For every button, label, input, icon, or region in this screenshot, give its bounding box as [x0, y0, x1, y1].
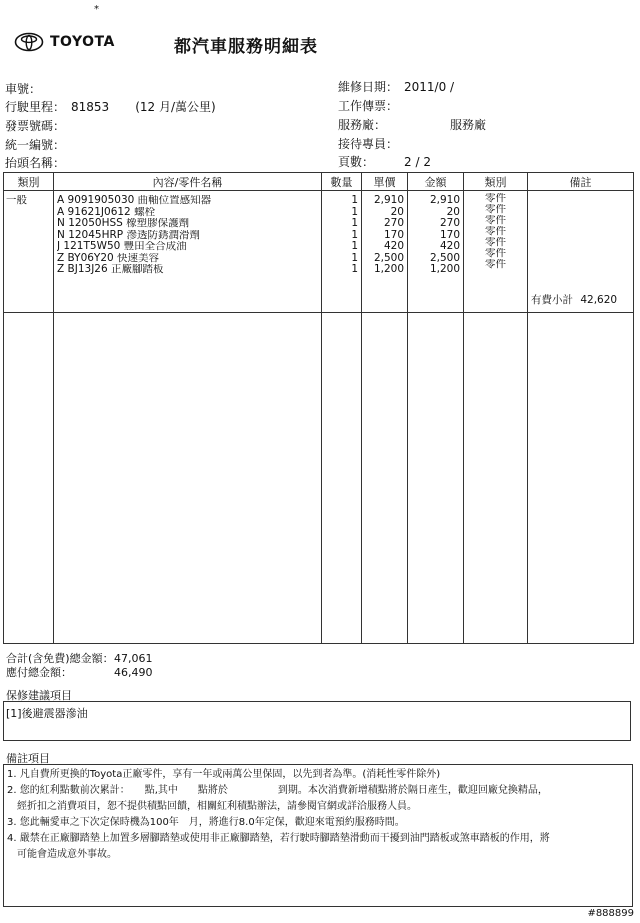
- recommendations-title: 保修建議項目: [6, 689, 72, 702]
- brand-name: TOYOTA: [50, 34, 115, 50]
- plate-label: 車號：: [5, 82, 42, 96]
- service-plant-label: 服務廠：: [338, 118, 387, 132]
- item-name: A 91621J0612 螺栓: [57, 206, 156, 218]
- item-amount: 2,910: [429, 195, 460, 206]
- table-header-row: [4, 173, 634, 191]
- item-price: 2,500: [373, 252, 404, 264]
- header-qty: 數量: [322, 173, 362, 191]
- remarks-cell: [528, 191, 634, 313]
- item-amount: 2,500: [429, 252, 460, 264]
- mileage-value: 81853: [71, 100, 110, 114]
- item-amount: 420: [439, 241, 460, 252]
- info-plate: [5, 80, 47, 97]
- info-header-name: [5, 154, 71, 171]
- scan-mark: *: [94, 4, 99, 15]
- header-item-name: 內容/零件名稱: [54, 173, 322, 191]
- item-amount: 1,200: [429, 264, 460, 275]
- item-price: 420: [383, 241, 404, 252]
- item-price: 20: [390, 206, 404, 218]
- info-service-plant: [338, 116, 486, 133]
- notes-title: 備註項目: [6, 752, 50, 765]
- category-cell: [4, 191, 54, 313]
- page-value: 2 / 2: [404, 155, 431, 169]
- item-type: 零件: [485, 204, 506, 215]
- info-tax-id: [5, 136, 71, 153]
- document-title: 都汽車服務明細表: [174, 37, 318, 57]
- item-qty: 1: [351, 252, 358, 264]
- header-amount: 金額: [408, 173, 464, 191]
- item-amount: 20: [446, 206, 460, 218]
- grand-total-value: 47,061: [114, 652, 153, 665]
- totals-block: [6, 652, 153, 680]
- header-remarks: 備註: [528, 173, 634, 191]
- item-name: J 121T5W50 豐田全合成油: [57, 241, 187, 252]
- repair-date-value: 2011/0 /: [404, 80, 455, 94]
- info-page: [338, 153, 431, 170]
- item-type: 零件: [485, 226, 506, 237]
- document-stamp: #888899: [587, 908, 634, 919]
- table-row-blank: [4, 313, 634, 644]
- repair-date-label: 維修日期：: [338, 80, 399, 94]
- payable-total-value: 46,490: [114, 666, 153, 679]
- paid-subtotal-value: 42,620: [580, 294, 618, 306]
- qty-cell: [322, 191, 362, 313]
- header-category: 類別: [4, 173, 54, 191]
- unit-price-cell: [362, 191, 408, 313]
- recommendation-item: [1]後避震器滲油: [6, 707, 88, 720]
- toyota-logo: [14, 32, 115, 52]
- item-qty: 1: [351, 195, 358, 206]
- item-price: 170: [383, 229, 404, 241]
- service-items-table: [3, 172, 634, 644]
- paid-subtotal-label: 有費小計: [531, 294, 573, 306]
- recommendations-box: [3, 701, 631, 741]
- payable-total-label: 應付總金額：: [6, 666, 72, 679]
- header-name-label: 抬頭名稱：: [5, 156, 66, 170]
- category-value: 一般: [6, 195, 27, 206]
- item-name: Z BY06Y20 快速美容: [57, 252, 160, 264]
- mileage-label: 行駛里程：: [5, 100, 66, 114]
- item-qty: 1: [351, 218, 358, 229]
- advisor-label: 接待專員：: [338, 137, 399, 151]
- item-type: 零件: [485, 237, 506, 248]
- header-type: 類別: [464, 173, 528, 191]
- info-work-order: [338, 97, 404, 114]
- notes-box: [3, 764, 633, 907]
- item-price: 2,910: [373, 195, 404, 206]
- item-qty: 1: [351, 206, 358, 218]
- note-line: 2. 您的紅利點數前次累計： 點,其中 點將於 到期。本次消費新增積點將於隔日產生，歡迎回廠兌換精品，: [7, 785, 548, 796]
- item-amount: 170: [439, 229, 460, 241]
- note-line: 4. 嚴禁在正廠腳踏墊上加置多層腳踏墊或使用非正廠腳踏墊，若行駛時腳踏墊滑動而干擾到油門踏板或煞車踏板的作用，將: [7, 833, 550, 844]
- page-label: 頁數：: [338, 155, 375, 169]
- info-invoice: [5, 117, 71, 134]
- item-type: 零件: [485, 259, 506, 270]
- info-advisor: [338, 135, 404, 152]
- mileage-interval: (12 月/萬公里): [135, 100, 216, 114]
- item-name: N 12045HRP 滲透防銹潤滑劑: [57, 229, 200, 241]
- toyota-emblem-icon: [14, 32, 44, 52]
- item-qty: 1: [351, 229, 358, 241]
- item-qty: 1: [351, 264, 358, 275]
- item-name: A 9091905030 曲軸位置感知器: [57, 195, 212, 206]
- header-unit-price: 單價: [362, 173, 408, 191]
- item-price: 1,200: [373, 264, 404, 275]
- item-qty: 1: [351, 241, 358, 252]
- item-name-cell: [54, 191, 322, 313]
- item-type: 零件: [485, 193, 506, 204]
- note-line: 1. 凡自費所更換的Toyota正廠零件，享有一年或兩萬公里保固，以先到者為準。(消耗性零件除外): [7, 769, 441, 780]
- note-line: 可能會造成意外事故。: [7, 849, 117, 860]
- item-price: 270: [383, 218, 404, 229]
- paid-subtotal: [528, 292, 633, 307]
- tax-id-label: 統一編號：: [5, 138, 66, 152]
- info-repair-date: [338, 78, 454, 95]
- table-row: [4, 191, 634, 313]
- info-mileage: [5, 98, 216, 115]
- note-line: 3. 您此輛愛車之下次定保時機為100年 月，將進行8.0年定保，歡迎來電預約服務時間。: [7, 817, 405, 828]
- item-name: N 12050HSS 橡塑膠保護劑: [57, 218, 190, 229]
- service-plant-value: 服務廠: [450, 118, 487, 132]
- item-type: 零件: [485, 248, 506, 259]
- type-cell: [464, 191, 528, 313]
- item-amount: 270: [439, 218, 460, 229]
- work-order-label: 工作傳票：: [338, 99, 399, 113]
- amount-cell: [408, 191, 464, 313]
- invoice-label: 發票號碼：: [5, 119, 66, 133]
- item-name: Z BJ13J26 正廠腳踏板: [57, 264, 164, 275]
- note-line: 經折扣之消費項目，恕不提供積點回饋，相關紅利積點辦法，請參閱官網或詳洽服務人員。: [7, 801, 417, 812]
- grand-total-label: 合計(含免費)總金額：: [6, 652, 114, 665]
- item-type: 零件: [485, 215, 506, 226]
